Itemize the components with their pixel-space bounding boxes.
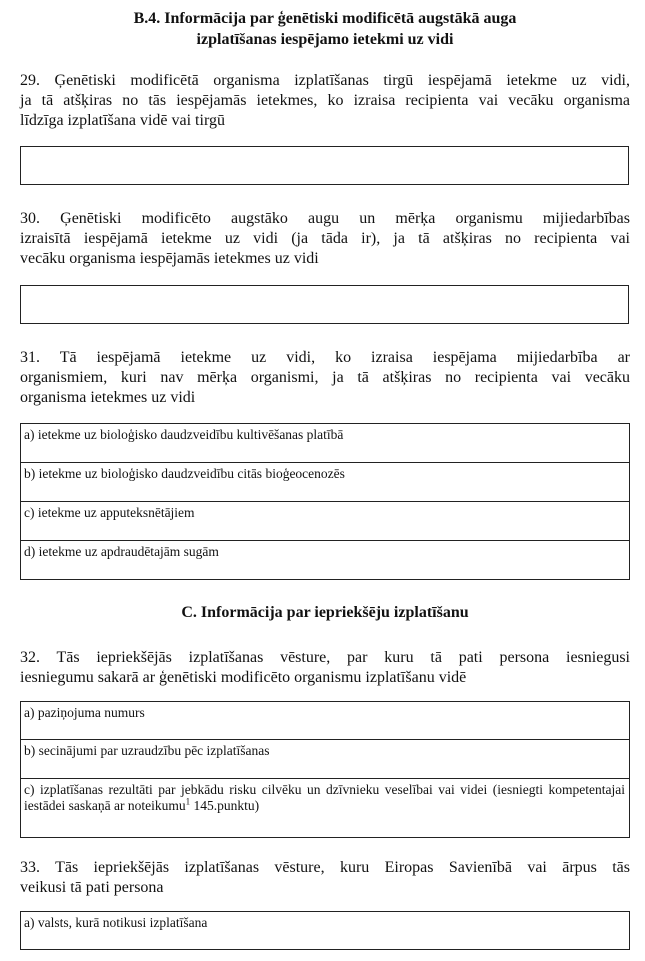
- q30-line2: izraisītā iespējamā ietekme uz vidi (ja tāda ir), ja tā atšķiras no recipienta vai: [20, 230, 630, 247]
- q32-row-c-text: c) izplatīšanas rezultāti par jebkādu risku cilvēku un dzīvnieku veselībai vai videi (iesniegti kompetentajai iestādei saskaņā ar noteikumu: [24, 782, 625, 813]
- q32-line2: iesniegumu sakarā ar ģenētiski modificēto organismu izplatīšanu vidē: [20, 669, 467, 686]
- table-row: [21, 740, 630, 779]
- q33-row-a[interactable]: a) valsts, kurā notikusi izplatīšana: [21, 912, 630, 950]
- q33-history-table: [20, 911, 630, 950]
- question-33-text: [20, 858, 630, 898]
- q29-line2: ja tā atšķiras no tās iespējamās ietekmes, ko izraisa recipienta vai vecāku organisma: [20, 92, 630, 109]
- q32-row-c[interactable]: [21, 779, 630, 838]
- q33-line2: veikusi tā pati persona: [20, 879, 164, 896]
- section-b4-title-line1: B.4. Informācija par ģenētiski modificētā augstākā auga: [133, 10, 517, 27]
- q30-line3: vecāku organisma iespējamās ietekmes uz vidi: [20, 250, 319, 267]
- question-29-text: [20, 71, 630, 131]
- q32-row-b[interactable]: b) secinājumi par uzraudzību pēc izplatīšanas: [21, 740, 630, 779]
- q31-row-b[interactable]: b) ietekme uz bioloģisko daudzveidību citās bioģeocenozēs: [21, 463, 630, 502]
- question-30-text: [20, 209, 630, 269]
- section-b4-heading: [20, 8, 630, 50]
- question-32-text: [20, 648, 630, 688]
- table-row: [21, 463, 630, 502]
- q31-row-a[interactable]: a) ietekme uz bioloģisko daudzveidību kultivēšanas platībā: [21, 424, 630, 463]
- q31-row-d[interactable]: d) ietekme uz apdraudētajām sugām: [21, 541, 630, 580]
- q30-answer-field[interactable]: [20, 285, 629, 324]
- q31-impact-table: [20, 423, 630, 580]
- q32-row-c-text-end: 145.punktu): [190, 798, 260, 813]
- q31-line1: 31. Tā iespējamā ietekme uz vidi, ko izraisa iespējama mijiedarbība ar: [20, 349, 630, 366]
- q31-row-c[interactable]: c) ietekme uz apputeksnētājiem: [21, 502, 630, 541]
- table-row: [21, 912, 630, 950]
- q32-row-c-footnote-mark: 1: [185, 796, 191, 807]
- q29-answer-field[interactable]: [20, 146, 629, 185]
- section-c-title: C. Informācija par iepriekšēju izplatīšanu: [181, 604, 469, 621]
- table-row: [21, 424, 630, 463]
- section-c-heading: [20, 602, 630, 623]
- q29-line3: līdzīga izplatīšana vidē vai tirgū: [20, 112, 225, 129]
- q29-line1: 29. Ģenētiski modificētā organisma izplatīšanas tirgū iespējamā ietekme uz vidi,: [20, 72, 630, 89]
- q31-line3: organisma ietekmes uz vidi: [20, 389, 196, 406]
- table-row: [21, 702, 630, 740]
- q33-line1: 33. Tās iepriekšējās izplatīšanas vēsture, kuru Eiropas Savienībā vai ārpus tās: [20, 859, 630, 876]
- q32-history-table: [20, 701, 630, 838]
- q31-line2: organismiem, kuri nav mērķa organismi, ja tā atšķiras no recipienta vai vecāku: [20, 369, 630, 386]
- table-row: [21, 779, 630, 838]
- q30-line1: 30. Ģenētiski modificēto augstāko augu un mērķa organismu mijiedarbības: [20, 210, 630, 227]
- q32-row-a[interactable]: a) paziņojuma numurs: [21, 702, 630, 740]
- table-row: [21, 541, 630, 580]
- q32-line1: 32. Tās iepriekšējās izplatīšanas vēsture, par kuru tā pati persona iesniegusi: [20, 649, 630, 666]
- section-b4-title-line2: izplatīšanas iespējamo ietekmi uz vidi: [196, 31, 454, 48]
- table-row: [21, 502, 630, 541]
- question-31-text: [20, 348, 630, 408]
